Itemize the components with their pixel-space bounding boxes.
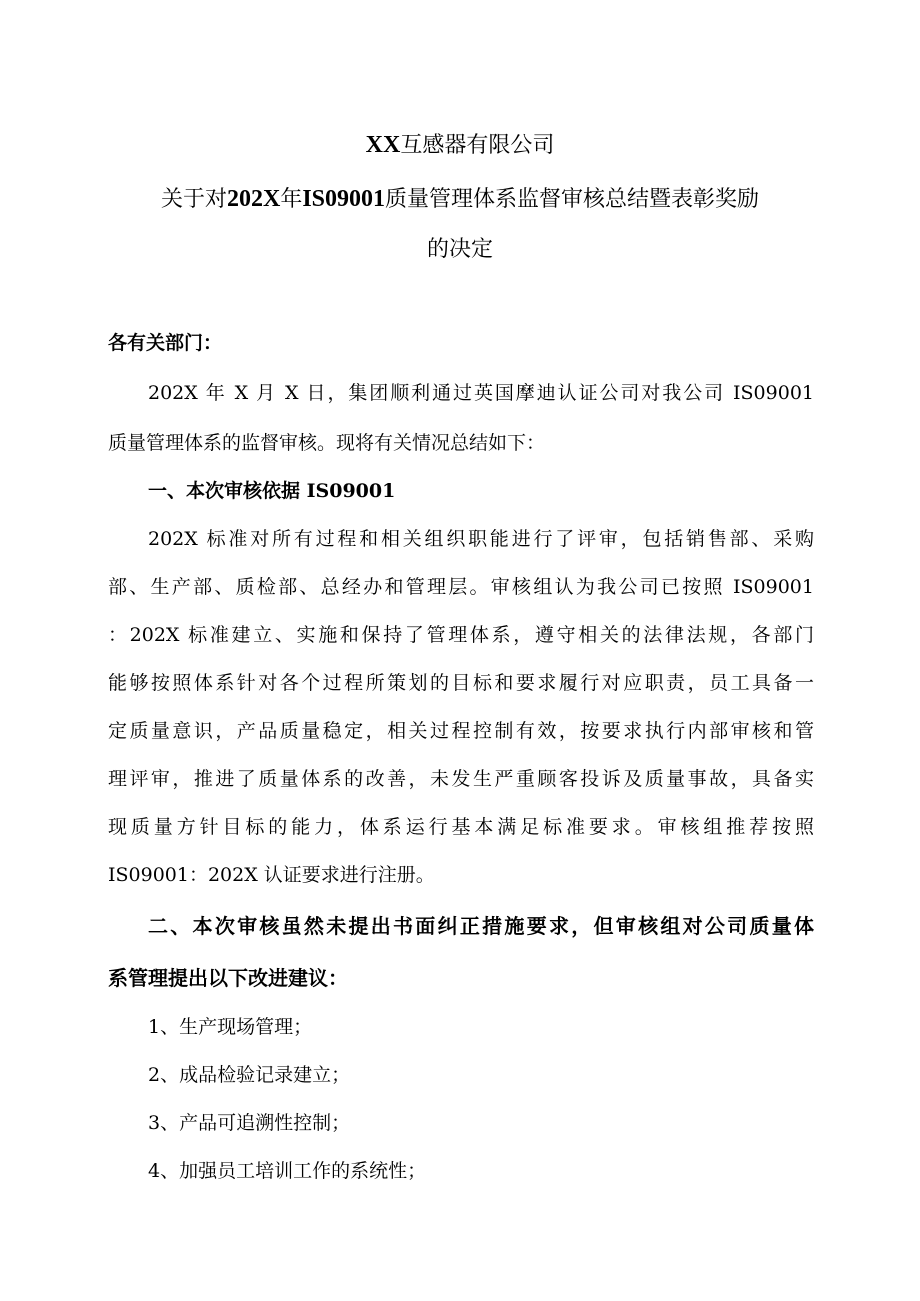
section1-line-3: ：202X 标准建立、实施和保持了管理体系，遵守相关的法律法规，各部门 xyxy=(108,624,814,646)
salutation: 各有关部门： xyxy=(108,332,223,354)
section2-heading-line-1: 二、本次审核虽然未提出书面纠正措施要求，但审核组对公司质量体 xyxy=(148,914,814,938)
title-text: 关于对 xyxy=(160,187,227,212)
section1-line-2: 部、生产部、质检部、总经办和管理层。审核组认为我公司已按照 IS09001 xyxy=(108,576,814,598)
section2-heading-line-2: 系管理提出以下改进建议： xyxy=(108,966,348,990)
section1-line-1: 202X 标准对所有过程和相关组织职能进行了评审，包括销售部、采购 xyxy=(148,528,814,550)
section1-heading: 一、本次审核依据 IS09001 xyxy=(148,480,396,502)
suggestion-item-4: 4、加强员工培训工作的系统性； xyxy=(148,1160,427,1182)
section1-line-7: 现质量方针目标的能力，体系运行基本满足标准要求。审核组推荐按照 xyxy=(108,816,814,838)
intro-line-1: 202X 年 X 月 X 日，集团顺利通过英国摩迪认证公司对我公司 IS09001 xyxy=(148,382,814,404)
title-text: 年 xyxy=(280,187,303,212)
intro-line-2: 质量管理体系的监督审核。现将有关情况总结如下： xyxy=(108,432,546,454)
title-standard: IS09001 xyxy=(302,186,386,212)
company-prefix: XX xyxy=(365,132,401,158)
title-year: 202X xyxy=(226,186,281,212)
section1-line-5: 定质量意识，产品质量稳定，相关过程控制有效，按要求执行内部审核和管 xyxy=(108,720,814,742)
suggestion-item-3: 3、产品可追溯性控制； xyxy=(148,1112,351,1134)
document-title-company xyxy=(100,128,820,159)
company-name: 互感器有限公司 xyxy=(400,133,555,158)
section1-line-4: 能够按照体系针对各个过程所策划的目标和要求履行对应职责，员工具备一 xyxy=(108,672,814,694)
suggestion-item-2: 2、成品检验记录建立； xyxy=(148,1064,351,1086)
document-title-line2 xyxy=(100,182,820,213)
document-title-line3: 的决定 xyxy=(426,237,493,262)
section1-line-6: 理评审，推进了质量体系的改善，未发生严重顾客投诉及质量事故，具备实 xyxy=(108,768,814,790)
section1-line-8: IS09001：202X 认证要求进行注册。 xyxy=(108,864,435,886)
suggestion-item-1: 1、生产现场管理； xyxy=(148,1016,313,1038)
title-text: 质量管理体系监督审核总结暨表彰奖励 xyxy=(385,187,760,212)
